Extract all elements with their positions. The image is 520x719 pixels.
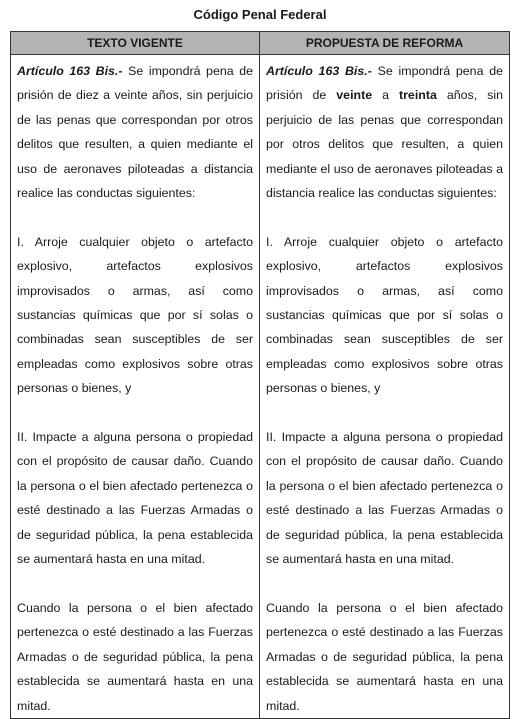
propuesta-bold-treinta: treinta <box>398 88 437 103</box>
header-texto-vigente: TEXTO VIGENTE <box>11 32 260 55</box>
content-row <box>11 55 510 719</box>
propuesta-article-label: Artículo 163 Bis.- <box>266 64 372 78</box>
propuesta-fraccion-1: I. Arroje cualquier objeto o artefacto explosivo, artefactos explosivos improvisados o armas, así como sustancias químicas que por sí solas o combinadas sean susceptibles de ser empleadas como explosivos sobre otras personas o bienes, y <box>266 234 503 396</box>
texto-vigente-cell <box>11 55 260 719</box>
comparison-table <box>10 31 510 719</box>
vigente-intro-paragraph <box>17 59 253 205</box>
propuesta-bold-veinte: veinte <box>336 88 373 103</box>
header-row <box>11 32 510 55</box>
propuesta-intro-text-a: Se impondrá pena de prisión de <box>266 64 504 103</box>
propuesta-intro-text-c: años, sin perjuicio de las penas que correspondan por otros delitos que resulten, a quien mediante el uso de aeronaves piloteadas a distancia realice las conductas siguientes: <box>266 88 503 201</box>
propuesta-final-paragraph: Cuando la persona o el bien afectado pertenezca o esté destinado a las Fuerzas Armadas o de seguridad pública, la pena establecida se aumentará hasta en una mitad. <box>266 600 503 713</box>
header-propuesta-reforma: PROPUESTA DE REFORMA <box>260 32 510 55</box>
vigente-fraccion-1: I. Arroje cualquier objeto o artefacto explosivo, artefactos explosivos improvisados o armas, así como sustancias químicas que por sí solas o combinadas sean susceptibles de ser empleadas como explosivos sobre otras personas o bienes, y <box>17 234 253 396</box>
document-title: Código Penal Federal <box>193 7 327 22</box>
propuesta-intro-text-b: a <box>372 88 399 103</box>
propuesta-reforma-cell <box>260 55 510 719</box>
propuesta-intro-paragraph <box>266 59 503 205</box>
vigente-article-label: Artículo 163 Bis.- <box>17 64 123 78</box>
vigente-intro-text: Se impondrá pena de prisión de diez a veinte años, sin perjuicio de las penas que correspondan por otros delitos que resulten, a quien mediante el uso de aeronaves piloteadas a distancia realice las conductas siguientes: <box>17 64 253 201</box>
propuesta-fraccion-2: II. Impacte a alguna persona o propiedad con el propósito de causar daño. Cuando la persona o el bien afectado pertenezca o esté destinado a las Fuerzas Armadas o de seguridad pública, la pena establecida se aumentará hasta en una mitad. <box>266 430 503 567</box>
vigente-fraccion-2: II. Impacte a alguna persona o propiedad con el propósito de causar daño. Cuando la persona o el bien afectado pertenezca o esté destinado a las Fuerzas Armadas o de seguridad pública, la pena establecida se aumentará hasta en una mitad. <box>17 430 253 567</box>
vigente-final-paragraph: Cuando la persona o el bien afectado pertenezca o esté destinado a las Fuerzas Armadas o de seguridad pública, la pena establecida se aumentará hasta en una mitad. <box>17 600 253 713</box>
